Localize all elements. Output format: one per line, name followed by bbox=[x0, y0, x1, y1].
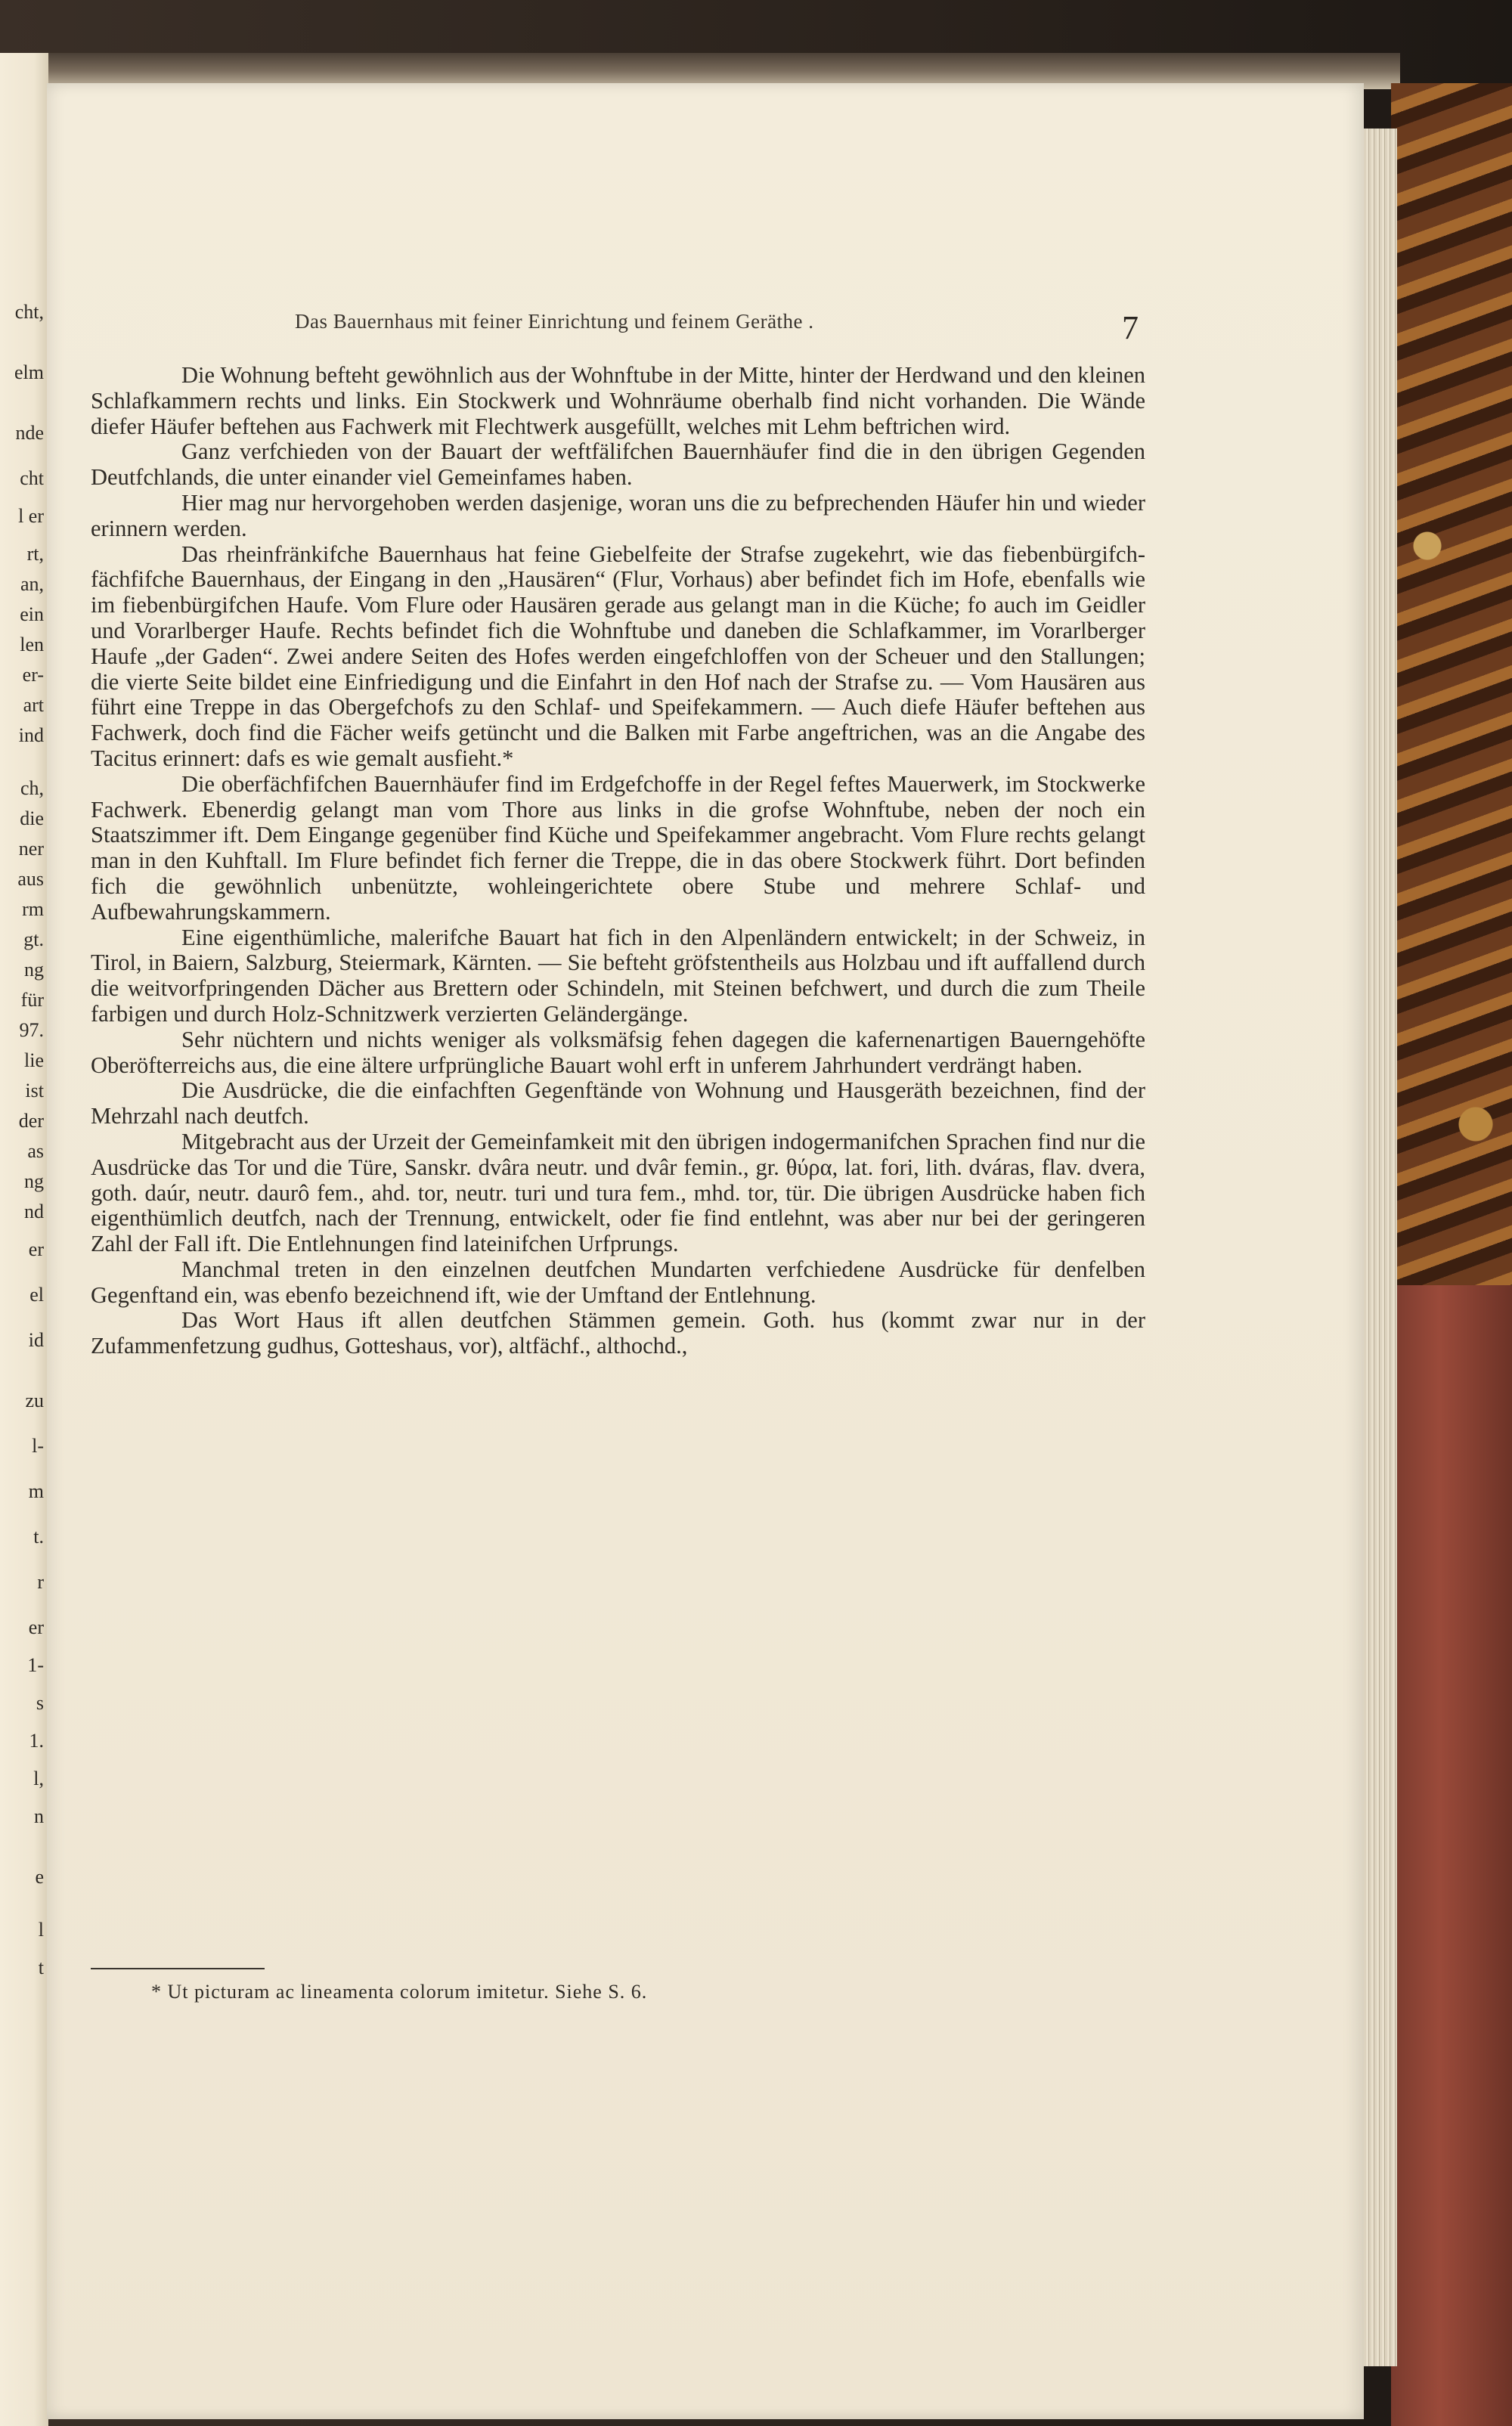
paragraph: Hier mag nur hervorgehoben werden dasjenige, woran uns die zu befprechenden Häufer hin und wieder erinnern werden. bbox=[91, 489, 1145, 541]
paragraph: Die Ausdrücke, die die einfachften Gegenftände von Wohnung und Hausgeräth bezeichnen, find der Mehrzahl nach deutfch. bbox=[91, 1077, 1145, 1129]
facing-page-fragment: zu bbox=[25, 1390, 44, 1411]
facing-page-fragment: an, bbox=[20, 573, 44, 595]
facing-page-fragment: ng bbox=[24, 1170, 44, 1192]
facing-page-fragment: ch, bbox=[20, 777, 44, 799]
facing-page-fragment: l, bbox=[33, 1768, 44, 1789]
facing-page-fragment: cht, bbox=[14, 301, 44, 323]
facing-page-fragment: der bbox=[18, 1110, 44, 1132]
page-number: 7 bbox=[1122, 309, 1139, 346]
facing-page-fragment: cht bbox=[20, 467, 44, 489]
paragraph: Eine eigenthümliche, malerifche Bauart hat fich in den Alpenländern entwickelt; in der Schweiz, in Tirol, in Baiern, Salzburg, Steiermark, Kärnten. — Sie befteht gröfstentheils aus Holzbau und ift auffallend durch die weitvorfpringenden Dächer aus Brettern oder Schindeln, mit Steinen befchwert, und durch die zum Theile farbigen und durch Holz-Schnitzwerk verzierten Geländergänge. bbox=[91, 924, 1145, 1027]
facing-page-fragment: ng bbox=[24, 959, 44, 981]
facing-page-fragment: t bbox=[38, 1957, 44, 1978]
facing-page-fragment: gt. bbox=[23, 928, 44, 950]
facing-page-fragment: 97. bbox=[19, 1019, 44, 1041]
facing-page-fragment: ist bbox=[25, 1080, 44, 1101]
facing-page-fragment: l bbox=[38, 1919, 44, 1941]
facing-page-fragment: art bbox=[23, 694, 44, 716]
facing-page-fragment: rt, bbox=[26, 543, 44, 565]
footnote-rule bbox=[91, 1968, 265, 1969]
paragraph: Das Wort Haus ift allen deutfchen Stämmen gemein. Goth. hus (kommt zwar nur in der Zufammenfetzung gudhus, Gotteshaus, vor), altfächf., althochd., bbox=[91, 1307, 1145, 1359]
running-header: Das Bauernhaus mit feiner Einrichtung und feinem Geräthe . bbox=[295, 310, 814, 333]
facing-page-fragment: t. bbox=[33, 1526, 44, 1548]
paragraph: Das rheinfränkifche Bauernhaus hat feine Giebelfeite der Strafse zugekehrt, wie das fiebenbürgifch-fächfifche Bauernhaus, der Eingang in den „Hausären“ (Flur, Vorhaus) aber befindet fich im Hofe, ebenfalls wie im fiebenbürgifchen Haufe. Vom Flure oder Hausären gerade aus gelangt man in die Küche; fo auch im Geidler und Vorarlberger Haufe. Rechts befindet fich die Wohnftube und daneben die Schlafkammer, im Vorarlberger Haufe „der Gaden“. Zwei andere Seiten des Hofes werden eingefchloffen von der Scheuer und den Stallungen; die vierte Seite bildet eine Einfriedigung und die Einfahrt in den Hof nach der Strafse zu. — Vom Hausären aus führt eine Treppe in das Obergefchofs zu den Schlaf- und Speifekammern. — Auch diefe Häufer beftehen aus Fachwerk, doch find die Fächer weifs getüncht und die Balken mit Farbe angeftrichen, was an die Angabe des Tacitus erinnert: dafs es wie gemalt ausfieht.* bbox=[91, 541, 1145, 771]
facing-page-fragment: aus bbox=[17, 868, 44, 890]
body-text bbox=[91, 363, 1145, 1359]
facing-page-fragment: er bbox=[28, 1238, 44, 1260]
paragraph: Ganz verfchieden von der Bauart der weftfälifchen Bauernhäufer find die in den übrigen Gegenden Deutfchlands, die unter einander viel Gemeinfames haben. bbox=[91, 438, 1145, 491]
facing-page-fragment: rm bbox=[22, 898, 44, 920]
leather-cover-corner bbox=[1391, 1285, 1512, 2426]
facing-page-fragment: er- bbox=[22, 664, 44, 686]
facing-page-fragment: as bbox=[27, 1140, 44, 1162]
paragraph: Die oberfächfifchen Bauernhäufer find im Erdgefchoffe in der Regel feftes Mauerwerk, im Stockwerke Fachwerk. Ebenerdig gelangt man vom Thore aus links in die grofse Wohnftube, neben der noch ein Staatszimmer ift. Dem Eingange gegenüber find Küche und Speifekammer angebracht. Vom Flure rechts gelangt man in den Kuhftall. Im Flure befindet fich ferner die Treppe, die in das obere Stockwerk führt. Dort befinden fich die gewöhnlich unbenützte, wohleingerichtete obere Stube und mehrere Schlaf- und Aufbewahrungskammern. bbox=[91, 770, 1145, 925]
facing-page-fragment: 1. bbox=[29, 1730, 44, 1752]
footnote: * Ut picturam ac lineamenta colorum imitetur. Siehe S. 6. bbox=[151, 1981, 648, 2003]
facing-page-fragment: 1- bbox=[27, 1654, 44, 1676]
facing-page-fragment: ein bbox=[20, 603, 44, 625]
paragraph: Manchmal treten in den einzelnen deutfchen Mundarten verfchiedene Ausdrücke für denfelben Gegenftand ein, was ebenfo bezeichnend ift, wie der Umftand der Entlehnung. bbox=[91, 1256, 1145, 1308]
page-block-edge bbox=[1361, 129, 1397, 2366]
facing-page-fragment: elm bbox=[14, 361, 44, 383]
paragraph: Die Wohnung befteht gewöhnlich aus der Wohnftube in der Mitte, hinter der Herdwand und den kleinen Schlafkammern rechts und links. Ein Stockwerk und Wohnräume oberhalb find nicht vorhanden. Die Wände diefer Häufer beftehen aus Fachwerk mit Flechtwerk ausgefüllt, welches mit Lehm beftrichen wird. bbox=[91, 362, 1145, 439]
facing-page-fragment: nd bbox=[24, 1201, 44, 1222]
facing-page-fragment: el bbox=[29, 1284, 44, 1306]
facing-page-fragment: r bbox=[37, 1571, 44, 1593]
facing-page-fragment: e bbox=[35, 1866, 44, 1888]
facing-page-fragment: ner bbox=[18, 838, 44, 860]
facing-page-fragment: lie bbox=[24, 1049, 44, 1071]
facing-page-fragment: m bbox=[28, 1480, 44, 1502]
facing-page-fragment: nde bbox=[15, 422, 44, 444]
facing-page-fragment: s bbox=[36, 1692, 44, 1714]
facing-page-fragment: ind bbox=[18, 724, 44, 746]
facing-page-fragment: er bbox=[28, 1616, 44, 1638]
facing-page-fragment: für bbox=[20, 989, 44, 1011]
facing-page-edge bbox=[0, 53, 48, 2426]
facing-page-fragment: len bbox=[20, 634, 44, 655]
facing-page-fragment: die bbox=[20, 807, 44, 829]
paragraph: Sehr nüchtern und nichts weniger als volksmäfsig fehen dagegen die kafernenartigen Bauerngehöfte Oberöfterreichs aus, die eine ältere urfprüngliche Bauart wohl erft in unferem Jahrhundert verdrängt haben. bbox=[91, 1026, 1145, 1078]
facing-page-fragment: l er bbox=[18, 505, 44, 527]
paragraph: Mitgebracht aus der Urzeit der Gemeinfamkeit mit den übrigen indogermanifchen Sprachen find nur die Ausdrücke das Tor und die Türe, Sanskr. dvâra neutr. und dvâr femin., gr. θύρα, lat. fori, lith. dváras, flav. dvera, goth. daúr, neutr. daurô fem., ahd. tor, neutr. turi und tura fem., mhd. tor, tür. Die übrigen Ausdrücke haben fich eigenthümlich deutfch, nach der Trennung, entwickelt, oder fie find entlehnt, was aber nur bei der geringeren Zahl der Fall ift. Die Entlehnungen find lateinifchen Urfprungs. bbox=[91, 1128, 1145, 1257]
facing-page-fragment: id bbox=[28, 1329, 44, 1351]
facing-page-fragment: n bbox=[34, 1805, 44, 1827]
facing-page-fragment: l- bbox=[32, 1435, 44, 1457]
